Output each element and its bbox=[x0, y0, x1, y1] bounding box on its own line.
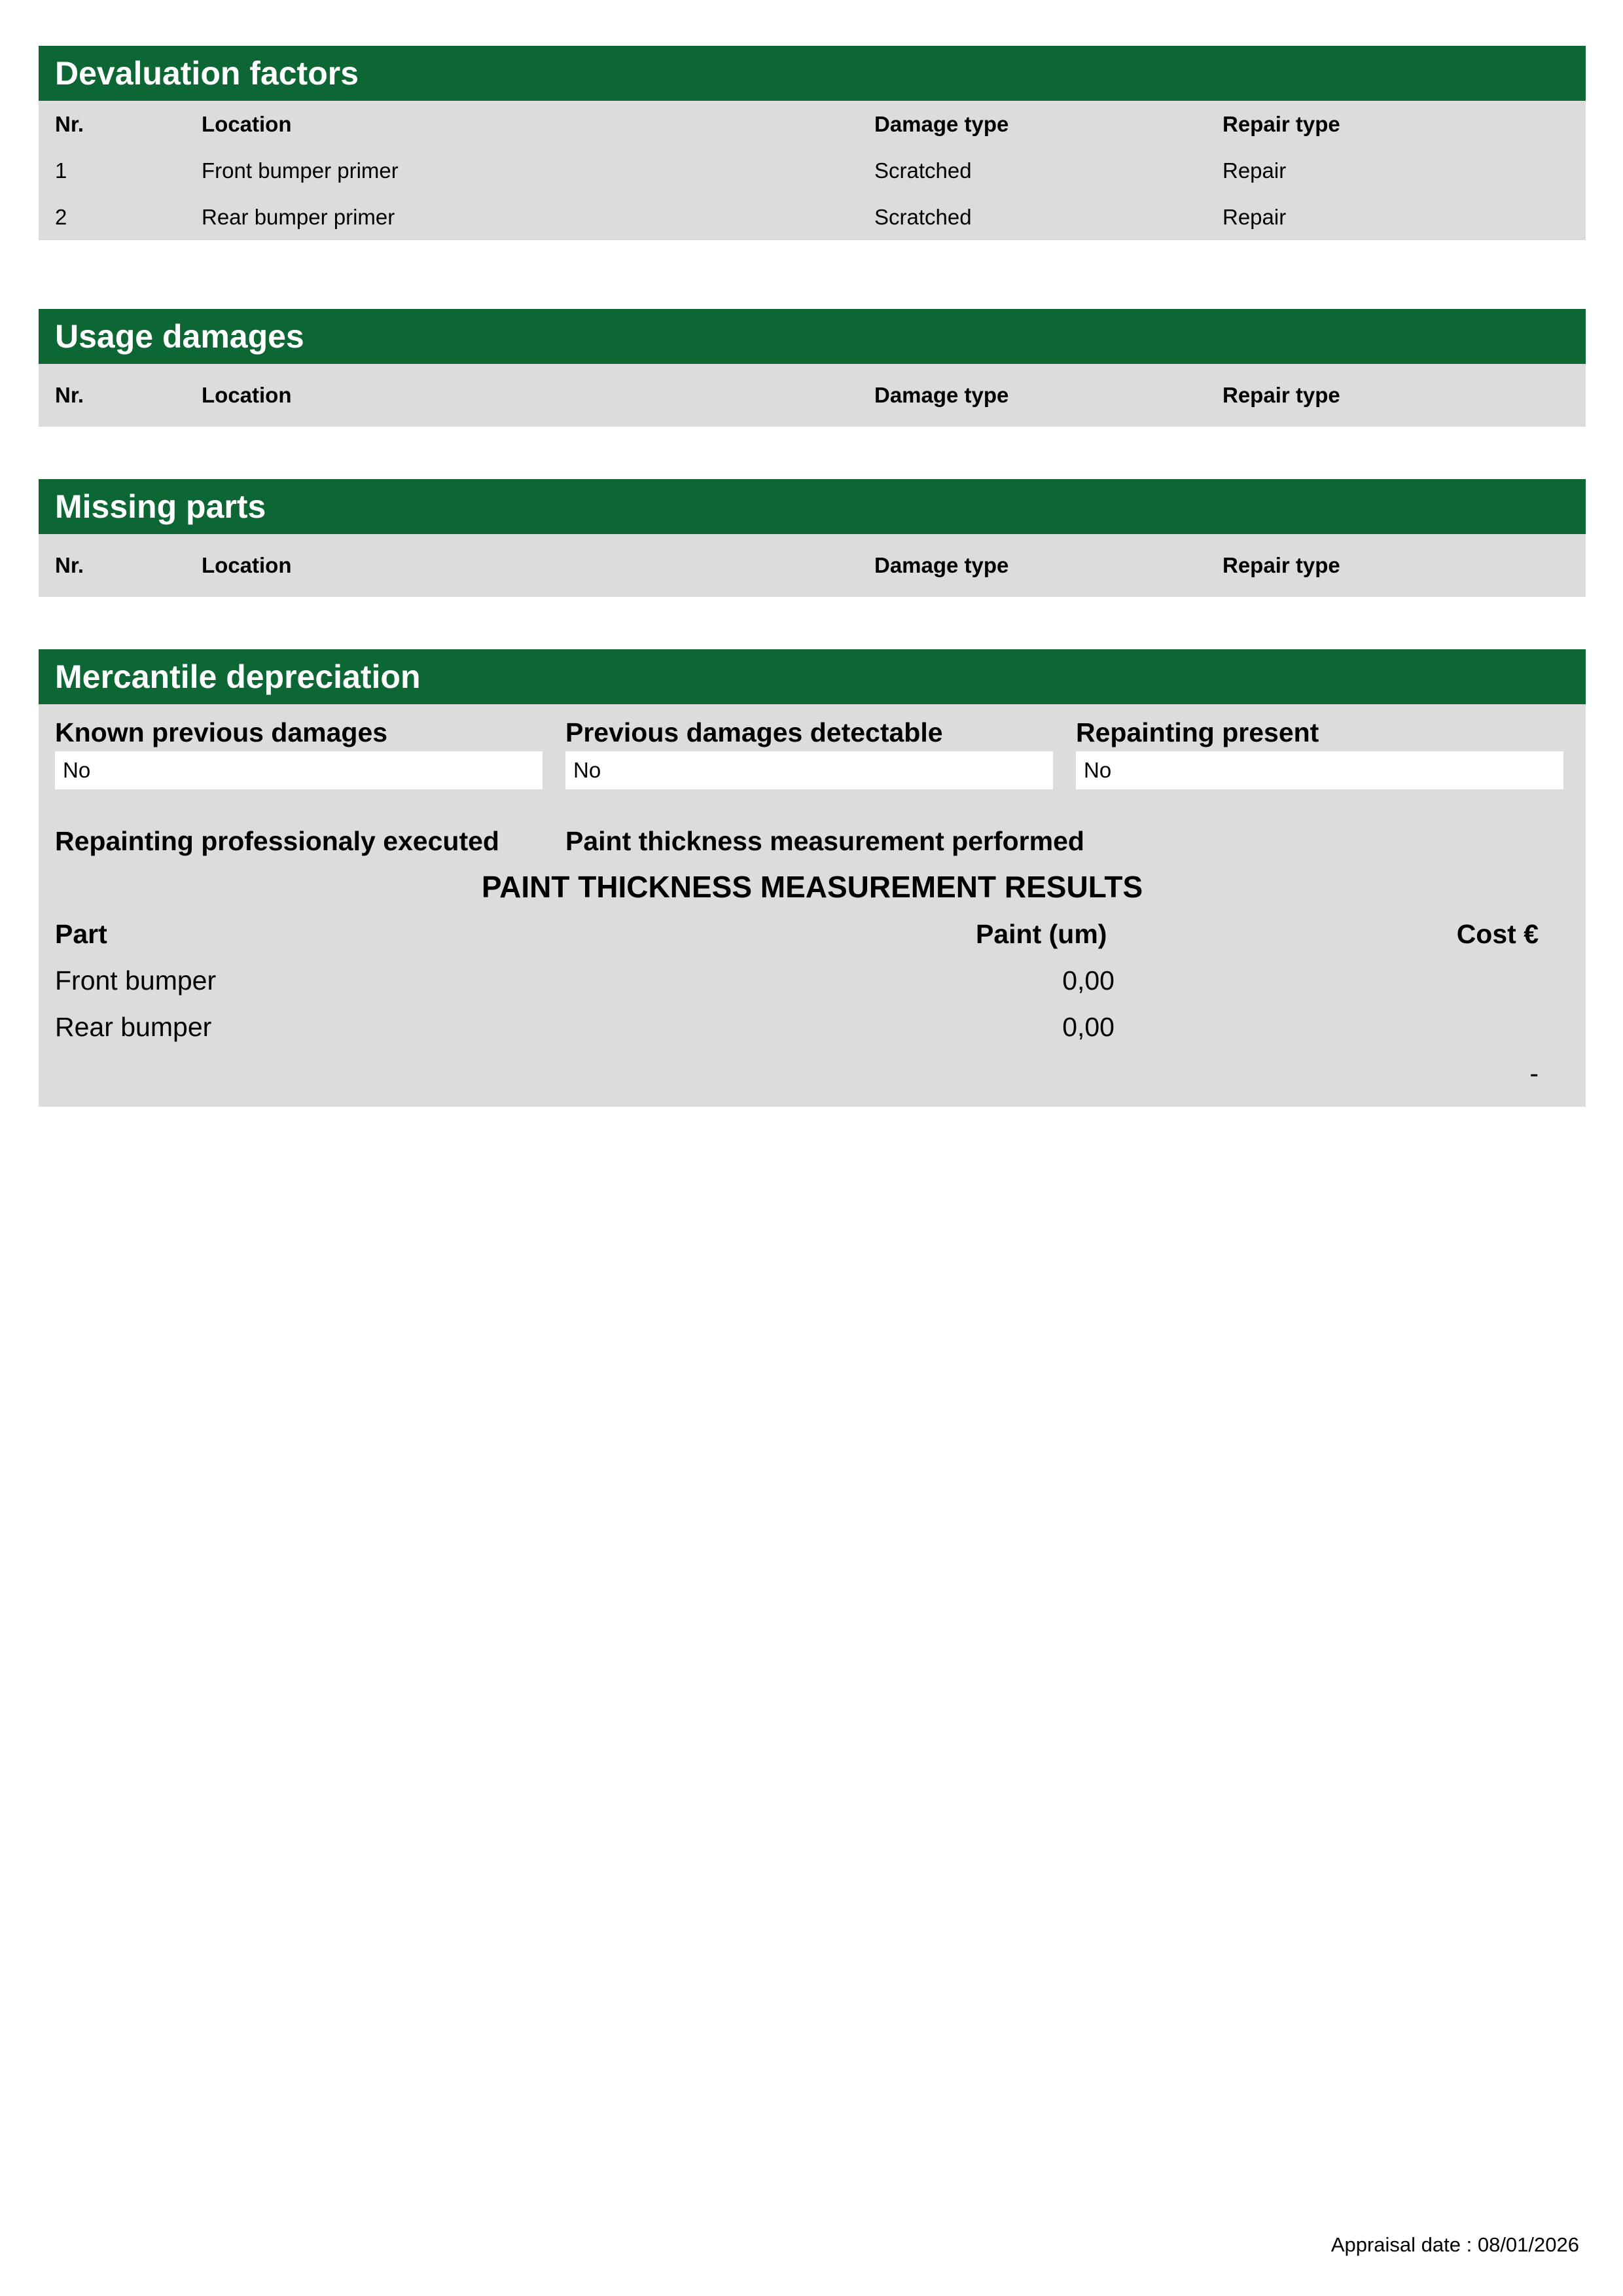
column-header-repair-type: Repair type bbox=[1222, 553, 1340, 577]
table-header-row bbox=[39, 101, 1586, 147]
missing-parts-header: Missing parts bbox=[39, 479, 1586, 534]
row-repair-type: Repair bbox=[1222, 204, 1287, 229]
usage-damages-table bbox=[39, 364, 1586, 427]
column-header-nr: Nr. bbox=[55, 111, 84, 136]
usage-damages-section bbox=[39, 309, 1586, 427]
column-header-damage-type: Damage type bbox=[874, 383, 1009, 407]
repainting-present-value: No bbox=[1076, 751, 1563, 789]
column-header-cost: Cost € bbox=[1456, 919, 1539, 949]
paint-thickness-results-title: PAINT THICKNESS MEASUREMENT RESULTS bbox=[481, 870, 1143, 904]
table-header-row bbox=[39, 534, 1586, 597]
repainting-professional-field bbox=[55, 825, 543, 857]
usage-damages-header: Usage damages bbox=[39, 309, 1586, 364]
result-row-paint: 0,00 bbox=[1062, 1012, 1115, 1042]
paint-measurement-performed-label: Paint thickness measurement performed bbox=[565, 826, 1084, 856]
result-row-part: Rear bumper bbox=[55, 1012, 212, 1042]
mercantile-depreciation-header: Mercantile depreciation bbox=[39, 649, 1586, 704]
column-header-damage-type: Damage type bbox=[874, 111, 1009, 136]
column-header-damage-type: Damage type bbox=[874, 553, 1009, 577]
column-header-location: Location bbox=[202, 111, 292, 136]
column-header-location: Location bbox=[202, 553, 292, 577]
mercantile-depreciation-body bbox=[39, 704, 1586, 1107]
table-row bbox=[39, 194, 1586, 240]
result-row-paint: 0,00 bbox=[1062, 965, 1115, 996]
mercantile-depreciation-section bbox=[39, 649, 1586, 1107]
devaluation-factors-section bbox=[39, 46, 1586, 240]
appraisal-date: Appraisal date : 08/01/2026 bbox=[1330, 2233, 1579, 2256]
missing-parts-section bbox=[39, 479, 1586, 597]
table-row bbox=[39, 147, 1586, 194]
row-nr: 2 bbox=[55, 204, 67, 229]
row-location: Front bumper primer bbox=[202, 158, 399, 183]
column-header-nr: Nr. bbox=[55, 383, 84, 407]
missing-parts-table bbox=[39, 534, 1586, 597]
column-header-repair-type: Repair type bbox=[1222, 111, 1340, 136]
previous-damages-detectable-label: Previous damages detectable bbox=[565, 717, 943, 747]
repainting-professional-label: Repainting professionaly executed bbox=[55, 826, 499, 856]
result-row-part: Front bumper bbox=[55, 965, 217, 996]
previous-damages-detectable-field bbox=[565, 716, 1053, 789]
row-location: Rear bumper primer bbox=[202, 204, 395, 229]
table-header-row bbox=[39, 364, 1586, 427]
row-damage-type: Scratched bbox=[874, 158, 972, 183]
column-header-repair-type: Repair type bbox=[1222, 383, 1340, 407]
column-header-nr: Nr. bbox=[55, 553, 84, 577]
devaluation-factors-header: Devaluation factors bbox=[39, 46, 1586, 101]
known-previous-damages-field bbox=[55, 716, 543, 789]
previous-damages-detectable-value: No bbox=[565, 751, 1053, 789]
known-previous-damages-value: No bbox=[55, 751, 543, 789]
paint-measurement-performed-field bbox=[565, 825, 1084, 857]
known-previous-damages-label: Known previous damages bbox=[55, 717, 388, 747]
row-repair-type: Repair bbox=[1222, 158, 1287, 183]
total-cost-value: - bbox=[1529, 1058, 1539, 1088]
column-header-location: Location bbox=[202, 383, 292, 407]
repainting-present-field bbox=[1076, 716, 1563, 789]
column-header-paint: Paint (um) bbox=[976, 919, 1107, 949]
devaluation-factors-table bbox=[39, 101, 1586, 240]
row-damage-type: Scratched bbox=[874, 204, 972, 229]
row-nr: 1 bbox=[55, 158, 67, 183]
column-header-part: Part bbox=[55, 919, 107, 949]
repainting-present-label: Repainting present bbox=[1076, 717, 1319, 747]
